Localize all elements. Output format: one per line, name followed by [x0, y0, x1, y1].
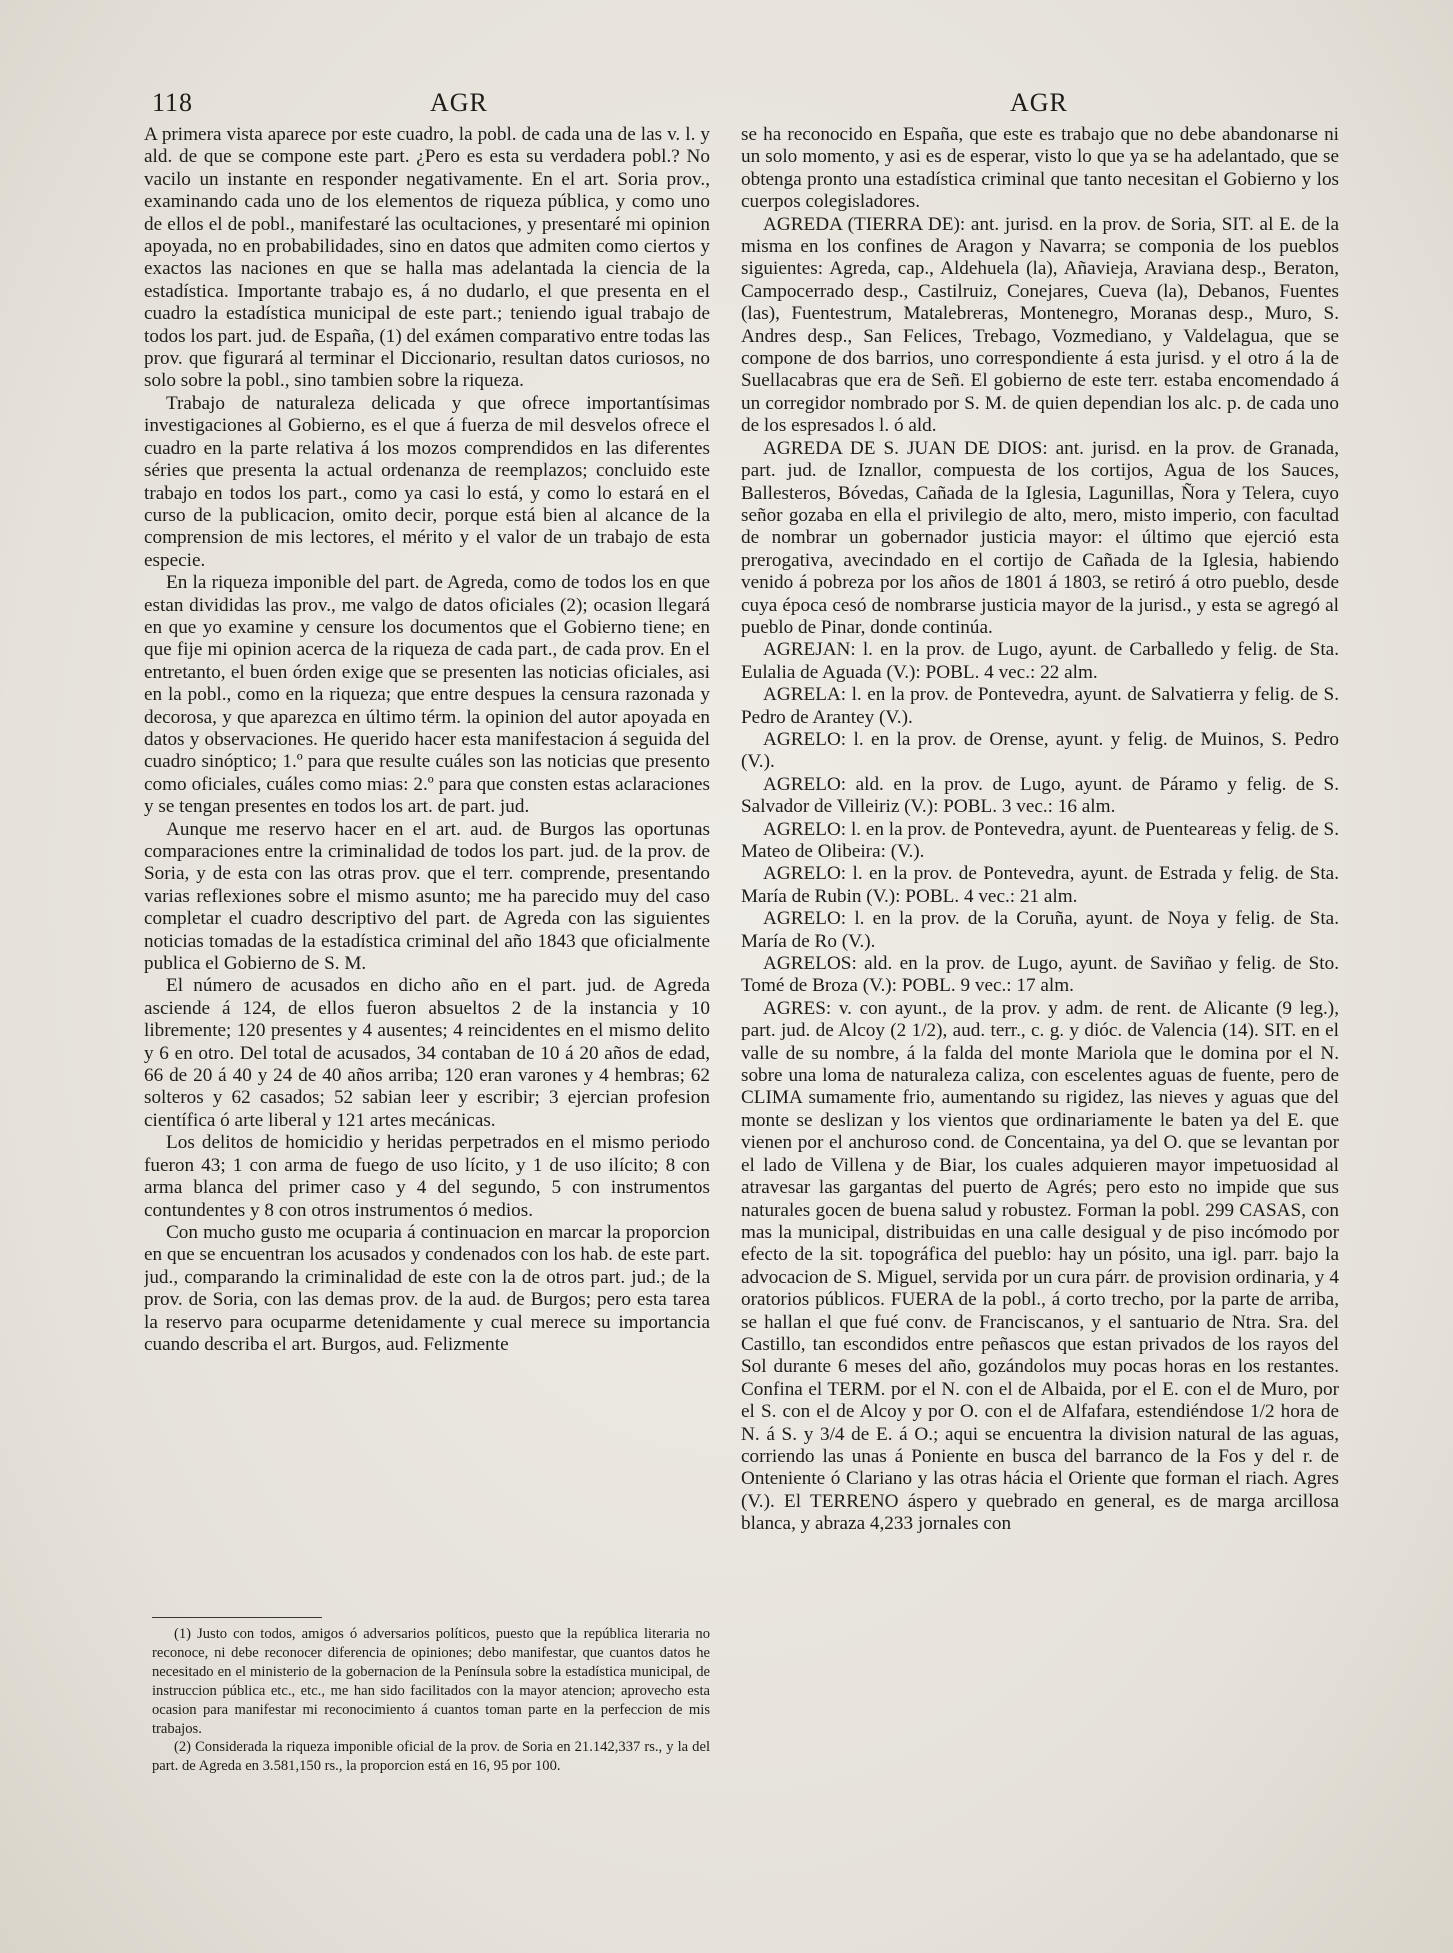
footnote-rule — [152, 1617, 322, 1618]
paragraph: En la riqueza imponible del part. de Agreda, como de todos los en que estan divididas las prov., me valgo de datos oficiales (2); ocasion llegará en que yo examine y censure los documentos que el Gobierno tiene; en que fije mi opinion acerca de la riqueza de cada part., de cada prov. En el entretanto, el buen órden exige que se presenten las noticias oficiales, asi en la pobl., como en la riqueza; que entre despues la censura razonada y decorosa, y que aparezca en último térm. la opinion del autor apoyada en datos y observaciones. He querido hacer esta manifestacion á seguida del cuadro sinóptico; 1.º para que resulte cuáles son las noticias que presento como oficiales, cuáles como mias: 2.º para que consten estas aclaraciones y se tengan presentes en todos los art. de part. jud. — [144, 572, 710, 818]
right-column — [741, 124, 1339, 1864]
entry-agrelo-coruna: AGRELO: l. en la prov. de la Coruña, ayunt. de Noya y felig. de Sta. María de Ro (V.). — [741, 908, 1339, 952]
paragraph: Trabajo de naturaleza delicada y que ofrece importantísimas investigaciones al Gobierno, es el que á fuerza de mil desvelos ofrece el cuadro en la parte relativa á los mozos comprendidos en las diferentes séries que presenta la actual ordenanza de reemplazos; concluido este trabajo en todos los part., como ya casi lo está, y como lo estará en el curso de la publicacion, omito decir, porque está bien al alcance de la comprension de mis lectores, el mérito y el valor de un trabajo de esta especie. — [144, 392, 710, 571]
entry-agrelo-puenteareas: AGRELO: l. en la prov. de Pontevedra, ayunt. de Puenteareas y felig. de S. Mateo de Olibeira: (V.). — [741, 818, 1339, 862]
entry-agrelo-orense: AGRELO: l. en la prov. de Orense, ayunt. y felig. de Muinos, S. Pedro (V.). — [741, 728, 1339, 773]
page-number: 118 — [152, 88, 194, 117]
running-head-left: AGR — [430, 88, 488, 117]
entry-agrejan: AGREJAN: l. en la prov. de Lugo, ayunt. de Carballedo y felig. de Sta. Eulalia de Aguada (V.): POBL. 4 vec.: 22 alm. — [741, 639, 1339, 683]
entry-agres: AGRES: v. con ayunt., de la prov. y adm. de rent. de Alicante (9 leg.), part. jud. de Alcoy (2 1/2), aud. terr., c. g. y dióc. de Valencia (14). SIT. en el valle de su nombre, á la falda del monte Mariola que le domina por el N. sobre una loma de naturaleza caliza, con escelentes aguas de fuente, pero de CLIMA sumamente frio, aumentando su rigidez, las nieves y aguas que del monte se deslizan y los vientos que ordinariamente le baten ya del E. que vienen por el anchuroso cond. de Concentaina, ya del O. que se levantan por el lado de Villena y de Biar, los cuales adquieren mayor impetuosidad al atravesar las gargantas del puerto de Agrés; pero esto no impide que sus naturales gocen de buena salud y robustez. Forman la pobl. 299 CASAS, con mas la municipal, distribuidas en una calle desigual y de piso incómodo por efecto de la sit. topográfica del pueblo: hay un pósito, una igl. parr. bajo la advocacion de S. Miguel, servida por un cura párr. de provision ordinaria, y 4 oratorios públicos. FUERA de la pobl., á corto trecho, por la parte de arriba, se hallan el que fué conv. de Franciscanos, y el santuario de Ntra. Sra. del Castillo, tan escondidos entre peñascos que estan privados de los rayos del Sol durante 6 meses del año, gozándolos muy pocas horas en los restantes. Confina el TERM. por el N. con el de Albaida, por el E. con el de Muro, por el S. con el de Alcoy y por O. con el de Alfafara, estendiéndose 1/2 hora de N. á S. y 3/4 de E. á O.; aqui se encuentra la division natural de las aguas, corriendo las unas á Poniente en busca del barranco de la Fos y del r. de Onteniente ó Clariano y las otras hácia el Oriente que forman el riach. Agres (V.). El TERRENO áspero y quebrado en general, es de marga arcillosa blanca, y abraza 4,233 jornales con — [741, 997, 1339, 1535]
left-column — [144, 124, 710, 1624]
paragraph: se ha reconocido en España, que este es trabajo que no debe abandonarse ni un solo momento, y asi es de esperar, visto lo que ya se ha adelantado, que se obtenga pronto una estadística criminal que tanto necesitan el Gobierno y los cuerpos colegisladores. — [741, 124, 1339, 213]
footnote-1: (1) Justo con todos, amigos ó adversarios políticos, puesto que la república literaria no reconoce, ni debe reconocer diferencia de opiniones; debo manifestar, que cuantos datos he necesitado en el ministerio de la gobernacion de la Península sobre la estadística municipal, de instruccion pública etc., etc., me han sido facilitados con la mayor atencion; aprovecho esta ocasion para manifestar mi reconocimiento á cuantos toman parte en la perfeccion de mis trabajos. — [152, 1626, 710, 1737]
paragraph: A primera vista aparece por este cuadro, la pobl. de cada una de las v. l. y ald. de que se compone este part. ¿Pero es esta su verdadera pobl.? No vacilo un instante en responder negativamente. En el art. Soria prov., examinando cada uno de los elementos de riqueza pública, y como uno de ellos el de pobl., manifestaré las ocultaciones, y presentaré mi opinion apoyada, no en probabilidades, sino en datos que admiten como ciertos y exactos las naciones en que se halla mas adelantada la ciencia de la estadística. Importante trabajo es, á no dudarlo, el que presenta en el cuadro la estadística municipal de este part.; teniendo igual trabajo de todos los part. jud. de España, (1) del exámen comparativo entre todas las prov. que figurará al terminar el Diccionario, resultan datos curiosos, no solo sobre la pobl., sino tambien sobre la riqueza. — [144, 124, 710, 392]
entry-agreda-s-juan: AGREDA DE S. JUAN DE DIOS: ant. jurisd. en la prov. de Granada, part. jud. de Iznallor, compuesta de los cortijos, Agua de los Sauces, Ballesteros, Bóvedas, Cañada de la Iglesia, Lagunillas, Ñora y Telera, cuyo señor gozaba en ella el privilegio de alto, mero, misto imperio, con facultad de nombrar un gobernador justicia mayor: el último que ejerció esta prerogativa, avecindado en el cortijo de Cañada de la Iglesia, habiendo venido á pobreza por los años de 1801 á 1803, se retiró á otro pueblo, desde cuya época cesó de nombrarse justicia mayor de la jurisd., y esta se agregó al pueblo de Pinar, donde continúa. — [741, 437, 1339, 638]
entry-agreda-tierra: AGREDA (TIERRA DE): ant. jurisd. en la prov. de Soria, SIT. al E. de la misma en los confines de Aragon y Navarra; se componia de los pueblos siguientes: Agreda, cap., Aldehuela (la), Añavieja, Araviana desp., Beraton, Campocerrado desp., Castilruiz, Conejares, Cueva (la), Debanos, Fuentes (las), Fuentestrum, Matalebreras, Montenegro, Moranas desp., Muro, S. Andres desp., San Felices, Trebago, Vozmediano, y Valdelagua, que se compone de dos barrios, uno correspondiente á esta jurisd. y el otro á la de Suellacabras que era de Señ. El gobierno de este terr. estaba encomendado á un corregidor nombrado por S. M. de quien dependian los alc. p. de cada uno de los espresados l. ó ald. — [741, 213, 1339, 437]
entry-agrelo-lugo: AGRELO: ald. en la prov. de Lugo, ayunt. de Páramo y felig. de S. Salvador de Villeiriz (V.): POBL. 3 vec.: 16 alm. — [741, 773, 1339, 818]
footnote-2: (2) Considerada la riqueza imponible oficial de la prov. de Soria en 21.142,337 rs., y la del part. de Agreda en 3.581,150 rs., la proporcion está en 16, 95 por 100. — [152, 1739, 710, 1775]
paragraph: Los delitos de homicidio y heridas perpetrados en el mismo periodo fueron 43; 1 con arma de fuego de uso lícito, y 1 de uso ilícito; 8 con arma blanca del primer caso y 4 del segundo, 5 con instrumentos contundentes y 8 con otros instrumentos ó medios. — [144, 1132, 710, 1221]
footnotes — [152, 1625, 710, 1785]
entry-agrelo-estrada: AGRELO: l. en la prov. de Pontevedra, ayunt. de Estrada y felig. de Sta. María de Rubin (V.): POBL. 4 vec.: 21 alm. — [741, 863, 1339, 907]
entry-agrelos: AGRELOS: ald. en la prov. de Lugo, ayunt. de Saviñao y felig. de Sto. Tomé de Broza (V.): POBL. 9 vec.: 17 alm. — [741, 953, 1339, 997]
paragraph: Con mucho gusto me ocuparia á continuacion en marcar la proporcion en que se encuentran los acusados y condenados con los hab. de este part. jud., comparando la criminalidad de este con la de otros part. jud.; de la prov. de Soria, con las demas prov. de la aud. de Burgos; pero esta tarea la reservo para ocuparme detenidamente y cual merece su importancia cuando describa el art. Burgos, aud. Felizmente — [144, 1221, 710, 1355]
entry-agrela: AGRELA: l. en la prov. de Pontevedra, ayunt. de Salvatierra y felig. de S. Pedro de Arantey (V.). — [741, 684, 1339, 728]
paragraph: El número de acusados en dicho año en el part. jud. de Agreda asciende á 124, de ellos fueron absueltos 2 de la instancia y 10 libremente; 120 presentes y 4 ausentes; 4 reincidentes en el mismo delito y 6 en otro. Del total de acusados, 34 contaban de 10 á 20 años de edad, 66 de 20 á 40 y 24 de 40 años arriba; 120 eran varones y 4 hembras; 62 solteros y 62 casados; 52 sabian leer y escribir; 3 ejercian profesion científica ó arte liberal y 121 artes mecánicas. — [144, 975, 710, 1131]
running-head-right: AGR — [1010, 88, 1068, 117]
paragraph: Aunque me reservo hacer en el art. aud. de Burgos las oportunas comparaciones entre la criminalidad de todos los part. jud. de la prov. de Soria, y de esta con las otras prov. que el terr. comprende, presentando varias reflexiones sobre el mismo asunto; me ha parecido muy del caso completar el cuadro descriptivo del part. de Agreda con las siguientes noticias tomadas de la estadística criminal del año 1843 que oficialmente publica el Gobierno de S. M. — [144, 818, 710, 975]
